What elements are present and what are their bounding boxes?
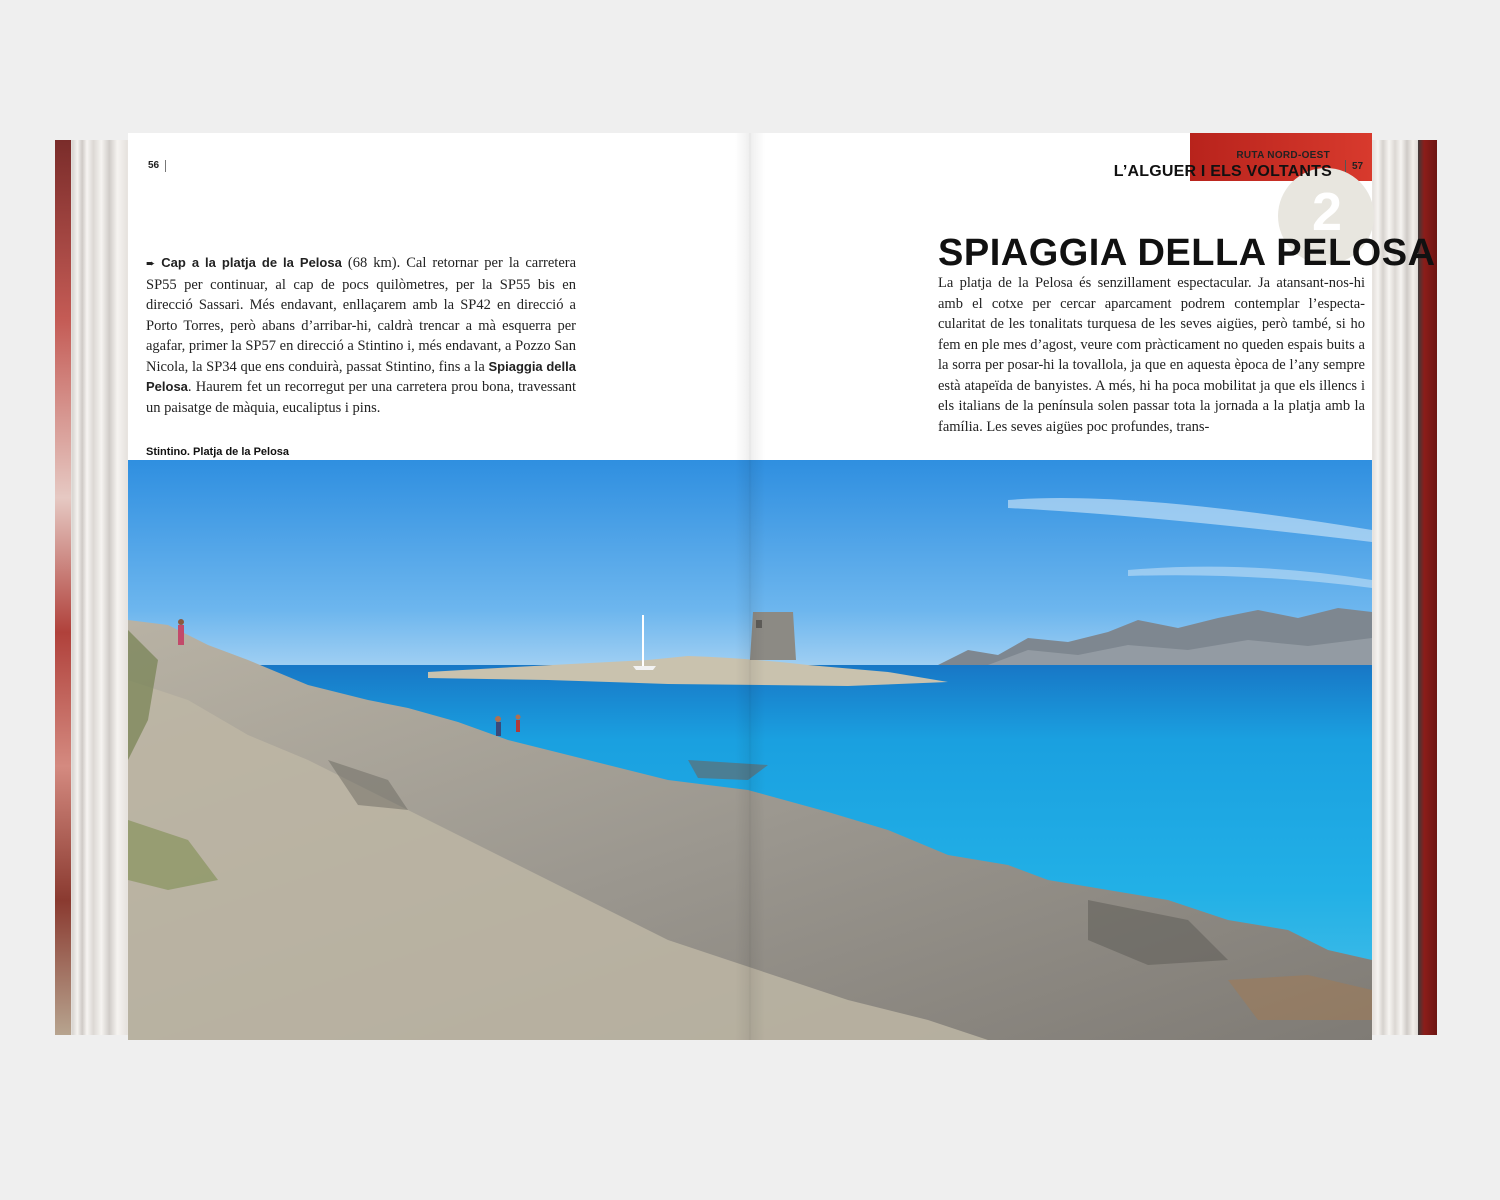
route-text-part-a: Cal retornar per la carretera SP55 per continuar, al cap de pocs quilòmetres, per la SP55 bis en direcció Sassari. Més endavant, enllaçarem amb la SP42 en direcció a Porto Torres, però abans d’arribar-hi, caldrà trencar a mà esquerra per agafar, primer la SP57 en direcció a Stintino i, més endavant, a Pozzo San Nicola, la SP34 que ens conduirà, passat Stintino, fins a la bbox=[146, 255, 577, 375]
folio-divider-right bbox=[1345, 160, 1346, 172]
chapter-number: 2 bbox=[1311, 182, 1343, 242]
page-number-left: 56 bbox=[148, 160, 160, 171]
page-heading: SPIAGGIA DELLA PELOSA bbox=[938, 232, 1436, 274]
previous-page-photo-edge bbox=[55, 140, 71, 1035]
route-place-name: Spiaggia della Pelosa bbox=[146, 358, 576, 394]
route-text-part-b: . Haurem fet un recorregut per una carretera prou bona, travessant un paisatge de màquia, eucaliptus i pins. bbox=[146, 379, 576, 416]
page-number-right: 57 bbox=[1352, 161, 1364, 172]
photo-caption: Stintino. Platja de la Pelosa bbox=[146, 446, 290, 458]
route-title: Cap a la platja de la Pelosa bbox=[161, 255, 342, 270]
book-gutter-shadow bbox=[735, 133, 765, 1040]
chapter-title: L’ALGUER I ELS VOLTANTS bbox=[1113, 163, 1332, 180]
route-paragraph bbox=[146, 253, 576, 418]
folio-divider-left bbox=[165, 160, 166, 172]
arrow-icon: ➨ bbox=[146, 258, 156, 270]
route-distance: (68 km). bbox=[347, 255, 401, 271]
section-label: RUTA NORD-OEST bbox=[1236, 150, 1330, 161]
description-paragraph: La platja de la Pelosa és senzillament espectacular. Ja atansant-nos-hi amb el cotxe per cercar aparcament podrem contemplar l’especta-cularitat de les tonalitats turquesa de les seves aigües, però també, si ho fem en ple mes d’agost, veure com pràcticament no queden espais buits a la sorra per posar-hi la tovallola, ja que en aquesta època de l’any sempre està atapeïda de banyistes. A més, hi ha poca mobilitat ja que els illencs i els italians de la península solen passar tota la jornada a la platja amb la família. Les seves aigües poc profundes, trans- bbox=[938, 275, 1365, 435]
